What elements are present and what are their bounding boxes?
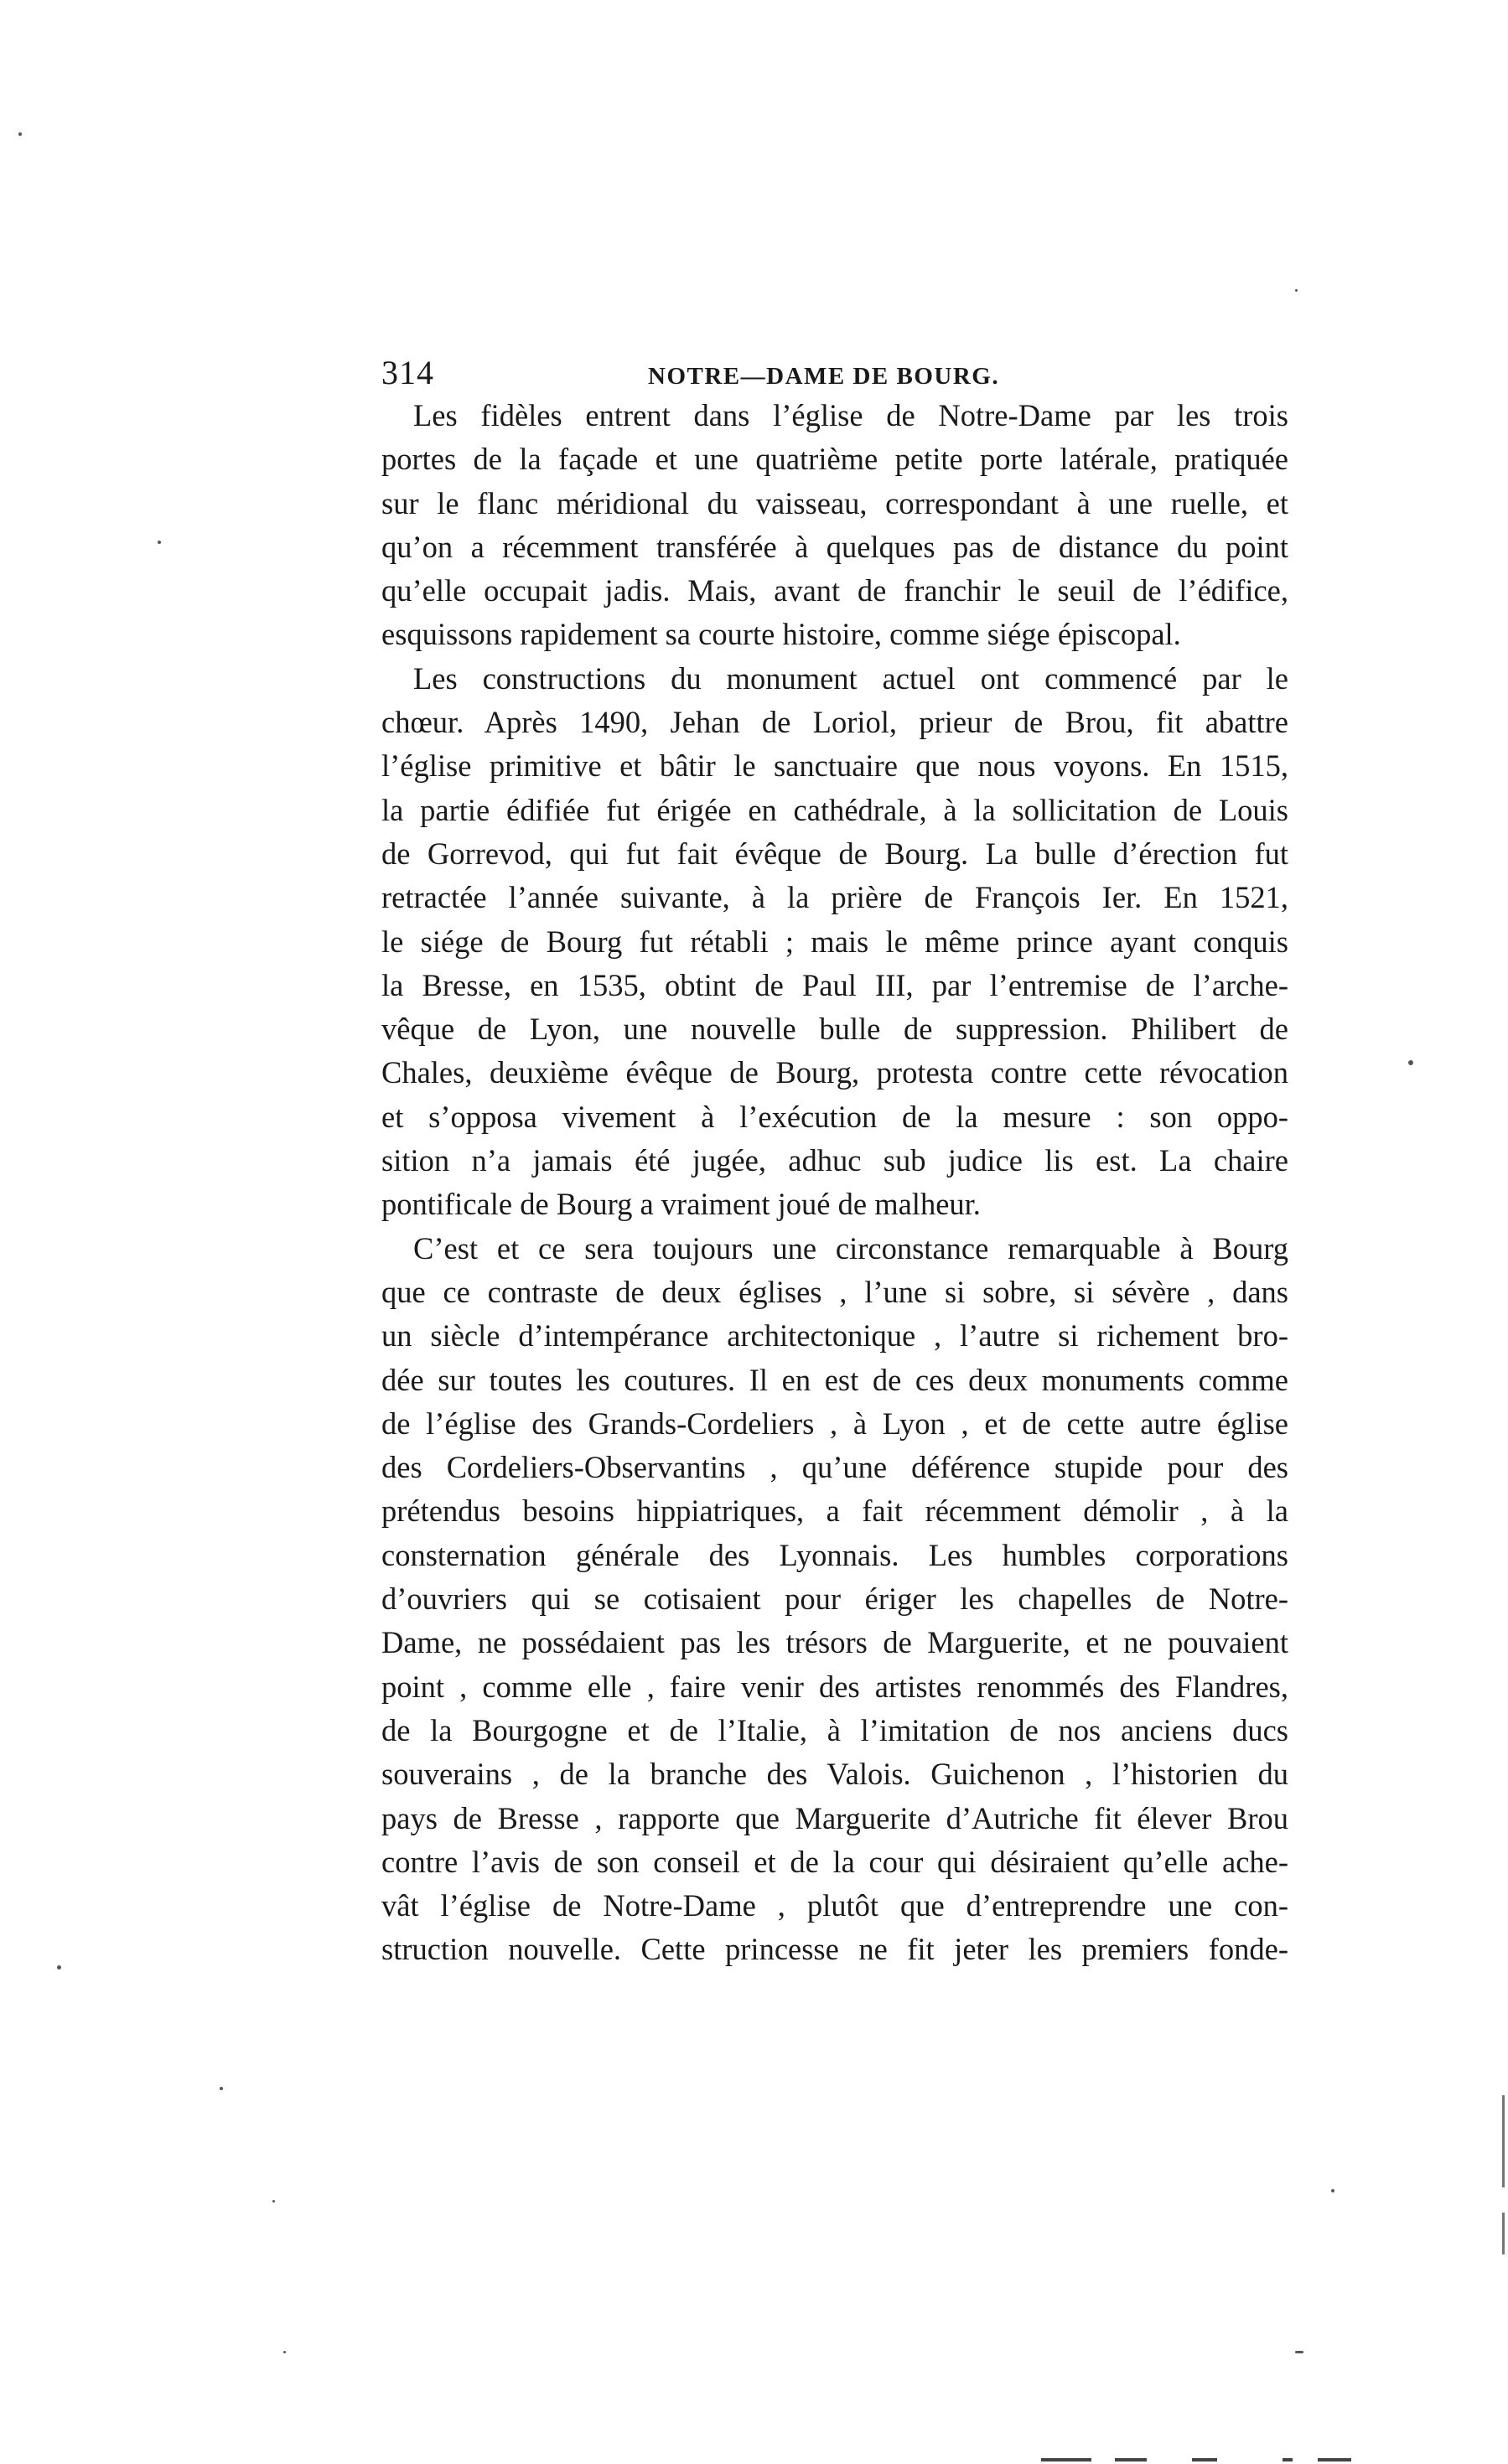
text-line: C’est et ce sera toujours une circonstance remarquable à Bourg: [413, 1230, 1288, 1266]
scan-speck: [18, 132, 22, 136]
text-line: Les fidèles entrent dans l’église de Notre-Dame par les trois: [413, 398, 1288, 432]
text-line: prétendus besoins hippiatriques, a fait récemment démolir , à la: [381, 1493, 1288, 1529]
text-line: de Gorrevod, qui fut fait évêque de Bourg. La bulle d’érection fut: [381, 836, 1288, 871]
scan-bottom-mark: [1192, 2458, 1217, 2461]
text-line: qu’elle occupait jadis. Mais, avant de franchir le seuil de l’édifice,: [381, 573, 1288, 608]
text-line: retractée l’année suivante, à la prière de François Ier. En 1521,: [381, 880, 1288, 915]
text-line: la partie édifiée fut érigée en cathédrale, à la sollicitation de Louis: [381, 792, 1288, 827]
text-line: de l’église des Grands-Cordeliers , à Lyon , et de cette autre église: [381, 1405, 1288, 1441]
text-line: de la Bourgogne et de l’Italie, à l’imitation de nos anciens ducs: [381, 1712, 1288, 1747]
paragraph-2: [381, 657, 1288, 1227]
text-line: souverains , de la branche des Valois. Guichenon , l’historien du: [381, 1757, 1288, 1792]
scan-speck: [1295, 2351, 1303, 2353]
scan-speck: [158, 541, 161, 544]
page-header: [381, 350, 1288, 396]
scan-speck: [220, 2087, 223, 2090]
running-title: NOTRE—DAME DE BOURG.: [648, 363, 1000, 390]
scan-speck: [1408, 1060, 1413, 1065]
text-line: point , comme elle , faire venir des artistes renommés des Flandres,: [381, 1669, 1288, 1704]
text-line: et s’opposa vivement à l’exécution de la mesure : son oppo-: [381, 1099, 1288, 1134]
text-line: vât l’église de Notre-Dame , plutôt que d’entreprendre une con-: [381, 1888, 1288, 1923]
page-number: 314: [381, 354, 434, 391]
scan-bottom-mark: [1115, 2458, 1147, 2461]
body-text: [381, 394, 1288, 1972]
text-line: sur le flanc méridional du vaisseau, correspondant à une ruelle, et: [381, 485, 1288, 520]
text-line: dée sur toutes les coutures. Il en est de ces deux monuments comme: [381, 1362, 1288, 1397]
text-line: qu’on a récemment transférée à quelques pas de distance du point: [381, 529, 1288, 564]
text-line: pontificale de Bourg a vraiment joué de malheur.: [381, 1187, 981, 1222]
text-line: portes de la façade et une quatrième petite porte latérale, pratiquée: [381, 442, 1288, 477]
paragraph-1: [381, 394, 1288, 657]
text-line: le siége de Bourg fut rétabli ; mais le même prince ayant conquis: [381, 924, 1288, 959]
text-line: des Cordeliers-Observantins , qu’une déférence stupide pour des: [381, 1450, 1288, 1485]
scan-edge-mark: [1502, 2213, 1505, 2254]
scan-edge-mark: [1502, 2095, 1505, 2187]
paragraph-3: [381, 1227, 1288, 1972]
text-line: l’église primitive et bâtir le sanctuaire que nous voyons. En 1515,: [381, 748, 1288, 784]
text-line: un siècle d’intempérance architectonique , l’autre si richement bro-: [381, 1318, 1288, 1354]
scan-speck: [272, 2200, 275, 2203]
text-line: pays de Bresse , rapporte que Marguerite d’Autriche fit élever Brou: [381, 1800, 1288, 1835]
text-line: struction nouvelle. Cette princesse ne fit jeter les premiers fonde-: [381, 1932, 1288, 1967]
text-line: d’ouvriers qui se cotisaient pour ériger les chapelles de Notre-: [381, 1581, 1288, 1617]
scan-speck: [283, 2351, 286, 2353]
scan-speck: [1331, 2189, 1334, 2192]
text-line: esquissons rapidement sa courte histoire, comme siége épiscopal.: [381, 617, 1181, 652]
text-line: consternation générale des Lyonnais. Les humbles corporations: [381, 1537, 1288, 1572]
text-line: chœur. Après 1490, Jehan de Loriol, prieur de Brou, fit abattre: [381, 705, 1288, 740]
scan-bottom-mark: [1318, 2458, 1351, 2461]
text-line: contre l’avis de son conseil et de la cour qui désiraient qu’elle ache-: [381, 1844, 1288, 1879]
scan-speck: [1295, 289, 1298, 292]
text-line: la Bresse, en 1535, obtint de Paul III, par l’entremise de l’arche-: [381, 967, 1288, 1002]
text-line: vêque de Lyon, une nouvelle bulle de suppression. Philibert de: [381, 1012, 1288, 1047]
scan-bottom-mark: [1041, 2458, 1091, 2461]
text-line: Dame, ne possédaient pas les trésors de Marguerite, et ne pouvaient: [381, 1625, 1288, 1660]
text-line: Les constructions du monument actuel ont commencé par le: [413, 660, 1288, 696]
text-line: sition n’a jamais été jugée, adhuc sub judice lis est. La chaire: [381, 1143, 1288, 1178]
text-line: Chales, deuxième évêque de Bourg, protesta contre cette révocation: [381, 1055, 1288, 1090]
text-line: que ce contraste de deux églises , l’une si sobre, si sévère , dans: [381, 1274, 1288, 1309]
scan-speck: [57, 1965, 61, 1970]
scan-bottom-mark: [1283, 2458, 1293, 2461]
